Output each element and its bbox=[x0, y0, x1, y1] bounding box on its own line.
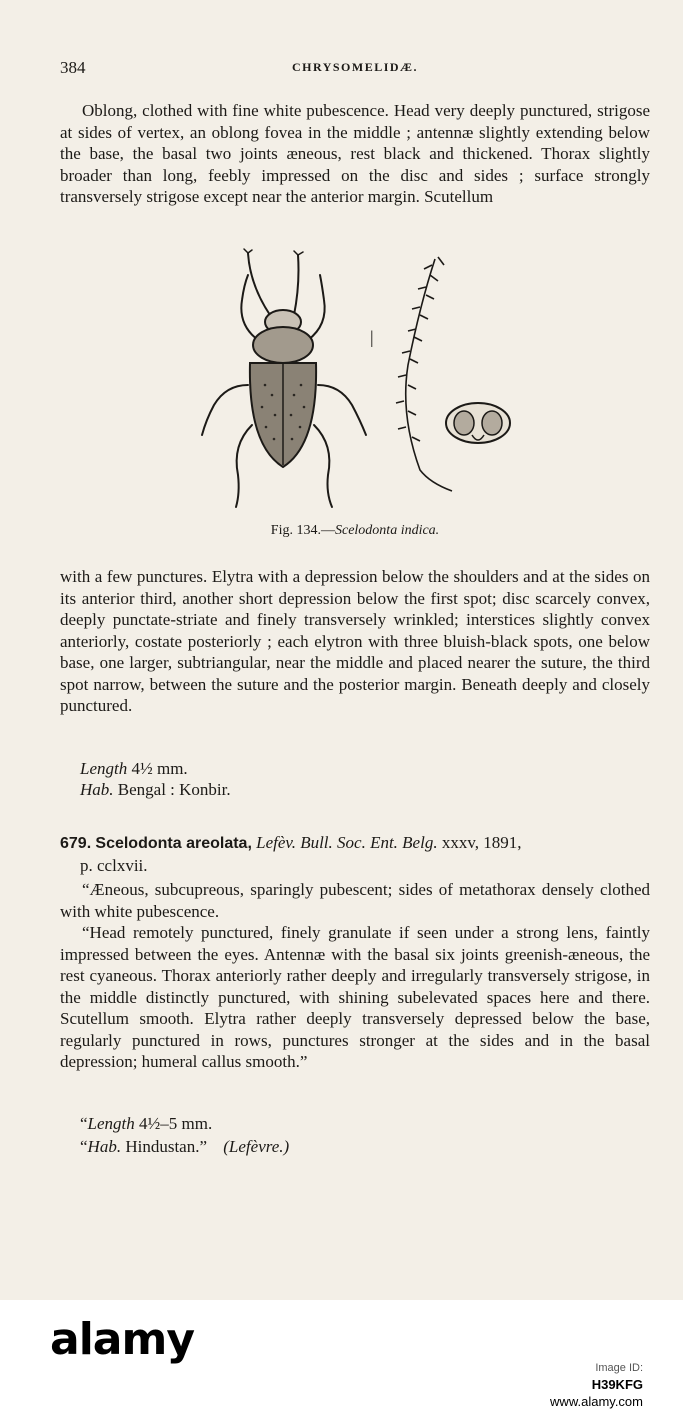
page-number: 384 bbox=[60, 58, 86, 77]
image-id: H39KFG bbox=[591, 1377, 643, 1392]
image-id-label: Image ID: bbox=[595, 1362, 643, 1374]
species-volume: xxxv, 1891, bbox=[441, 833, 522, 852]
figure-caption bbox=[60, 523, 650, 539]
left-antenna bbox=[248, 253, 270, 315]
length-line-2 bbox=[80, 1114, 212, 1134]
paragraph-3-text: “Æneous, subcupreous, sparingly pubescent; sides of metathorax densely clothed with white pubescence. bbox=[60, 880, 650, 921]
species-679-heading bbox=[60, 832, 650, 876]
hab-open-quote-2: “ bbox=[80, 1137, 88, 1156]
watermark-bar bbox=[0, 1300, 683, 1409]
scale-mark: | bbox=[370, 327, 374, 347]
beetle-illustration bbox=[190, 245, 520, 515]
length-value-1: 4½ mm. bbox=[131, 759, 188, 778]
hab-label-1: Hab. bbox=[80, 780, 114, 799]
habitat-line-1 bbox=[80, 780, 231, 800]
paragraph-1 bbox=[60, 100, 650, 208]
length-label-1: Length bbox=[80, 759, 128, 778]
page-header bbox=[60, 58, 650, 82]
antenna-detail-drawing bbox=[396, 257, 452, 491]
right-antenna bbox=[294, 255, 299, 315]
caption-prefix: Fig. 134.— bbox=[270, 523, 335, 538]
length-label-2: Length bbox=[87, 1114, 135, 1133]
length-value-2: 4½–5 mm. bbox=[139, 1114, 213, 1133]
head-detail-drawing bbox=[446, 403, 510, 443]
paragraph-4 bbox=[60, 922, 650, 1073]
paragraph-3 bbox=[60, 879, 650, 922]
paragraph-2 bbox=[60, 566, 650, 717]
hab-label-2: Hab. bbox=[87, 1137, 122, 1156]
length-open-quote-2: “ bbox=[80, 1114, 88, 1133]
length-line-1 bbox=[80, 759, 188, 779]
paragraph-2-text: with a few punctures. Elytra with a depression below the shoulders and at the sides on its anterior third, another short depression below the first spot; disc scarcely convex, deeply punctate-striate and finely transversely wrinkled; interstices slightly convex anteriorly, costate posteriorly ; each elytron with three bluish-black spots, one below base, one larger, subtriangular, near the middle and placed nearer the suture, the third spot narrow, between the suture and the posterior margin. Beneath deeply and closely punctured. bbox=[60, 567, 650, 715]
figure-134 bbox=[190, 245, 520, 515]
habitat-line-2 bbox=[80, 1137, 289, 1157]
species-number: 679. bbox=[60, 835, 92, 852]
paragraph-1-text: Oblong, clothed with fine white pubescence. Head very deeply punctured, strigose at sides of vertex, an oblong fovea in the middle ; antennæ slightly extending below the base, the basal two joints æneous, rest black and thickened. Thorax slightly broader than long, feebly impressed on the disc and sides ; surface strongly transversely strigose except near the anterior margin. Scutellum bbox=[60, 101, 650, 206]
caption-species: Scelodonta indica. bbox=[334, 523, 440, 538]
hab-authority-2: (Lefèvre.) bbox=[223, 1137, 290, 1156]
running-head: CHRYSOMELIDÆ. bbox=[291, 60, 419, 74]
species-reference: Lefèv. Bull. Soc. Ent. Belg. bbox=[256, 833, 438, 852]
species-page: p. cclxvii. bbox=[80, 855, 148, 875]
hab-value-1: Bengal : Konbir. bbox=[117, 780, 231, 799]
image-id-block bbox=[550, 1362, 643, 1409]
paragraph-4-text: “Head remotely punctured, finely granulate if seen under a strong lens, faintly impressed between the eyes. Antennæ with the basal six joints greenish-æneous, the rest cyaneous. Thorax anteriorly rather deeply and irregularly transversely strigose, in the middle distinctly punctured, with shining subelevated spaces here and there. Scutellum smooth. Elytra rather deeply transversely depressed below the base, regularly punctured in rows, punctures stronger at the sides and in the basal depression; humeral callus smooth.” bbox=[60, 923, 650, 1071]
alamy-logo: alamy bbox=[50, 1314, 194, 1365]
site-url: www.alamy.com bbox=[550, 1394, 643, 1409]
species-name: Scelodonta areolata, bbox=[95, 835, 252, 852]
hab-value-2: Hindustan.” bbox=[125, 1137, 208, 1156]
